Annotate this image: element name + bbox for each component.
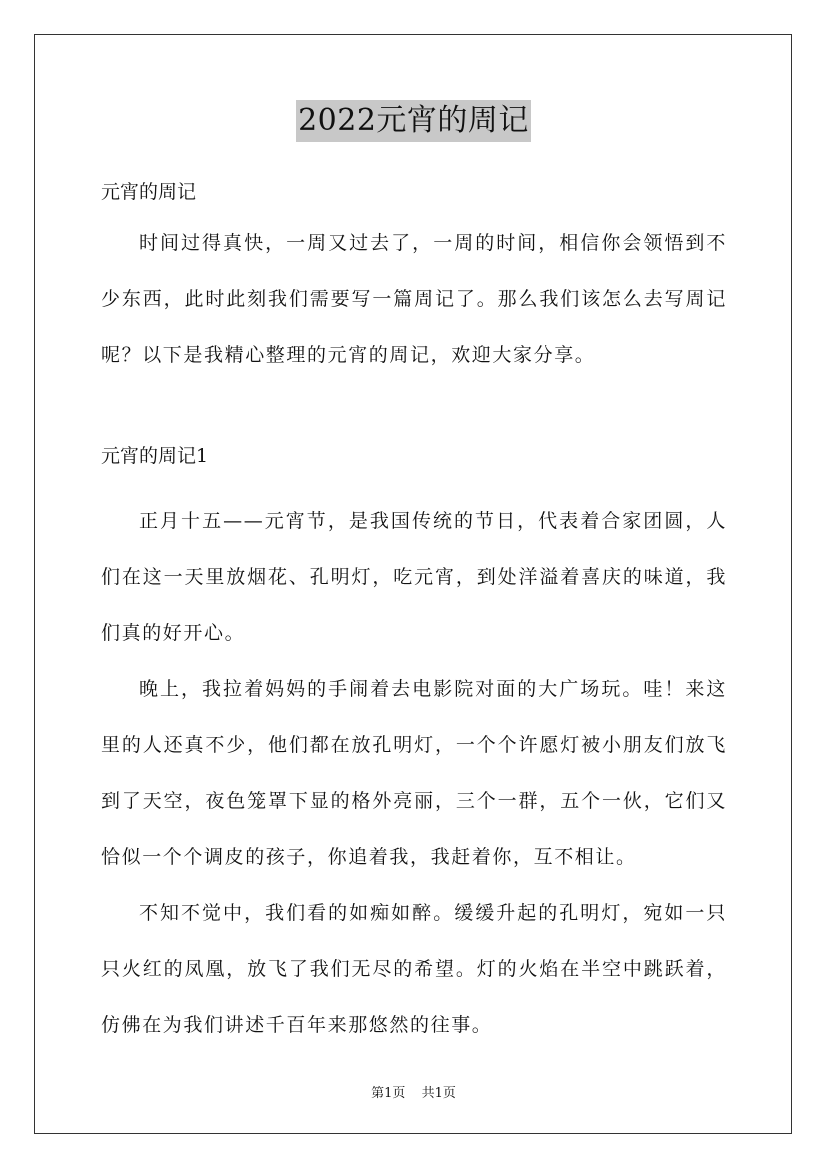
subheading: 元宵的周记 xyxy=(101,181,197,203)
spacer xyxy=(101,383,727,433)
document-title: 2022元宵的周记 xyxy=(296,100,531,142)
document-body xyxy=(101,169,727,1053)
page-footer xyxy=(0,1082,827,1101)
document-title-wrap xyxy=(0,100,827,142)
intro-paragraph: 时间过得真快，一周又过去了，一周的时间，相信你会领悟到不少东西，此时此刻我们需要写一篇周记了。那么我们该怎么去写周记呢？以下是我精心整理的元宵的周记，欢迎大家分享。 xyxy=(101,232,727,366)
page-number: 第1页 xyxy=(371,1086,406,1101)
body-paragraph: 不知不觉中，我们看的如痴如醉。缓缓升起的孔明灯，宛如一只只火红的凤凰，放飞了我们无尽的希望。灯的火焰在半空中跳跃着，仿佛在为我们讲述千百年来那悠然的往事。 xyxy=(101,902,727,1036)
section-heading: 元宵的周记1 xyxy=(101,445,209,467)
page-total: 共1页 xyxy=(421,1086,456,1101)
body-paragraph: 晚上，我拉着妈妈的手闹着去电影院对面的大广场玩。哇！来这里的人还真不少，他们都在放孔明灯，一个个许愿灯被小朋友们放飞到了天空，夜色笼罩下显的格外亮丽，三个一群，五个一伙，它们又恰似一个个调皮的孩子，你追着我，我赶着你，互不相让。 xyxy=(101,678,727,868)
body-paragraph: 正月十五——元宵节，是我国传统的节日，代表着合家团圆，人们在这一天里放烟花、孔明灯，吃元宵，到处洋溢着喜庆的味道，我们真的好开心。 xyxy=(101,510,727,644)
